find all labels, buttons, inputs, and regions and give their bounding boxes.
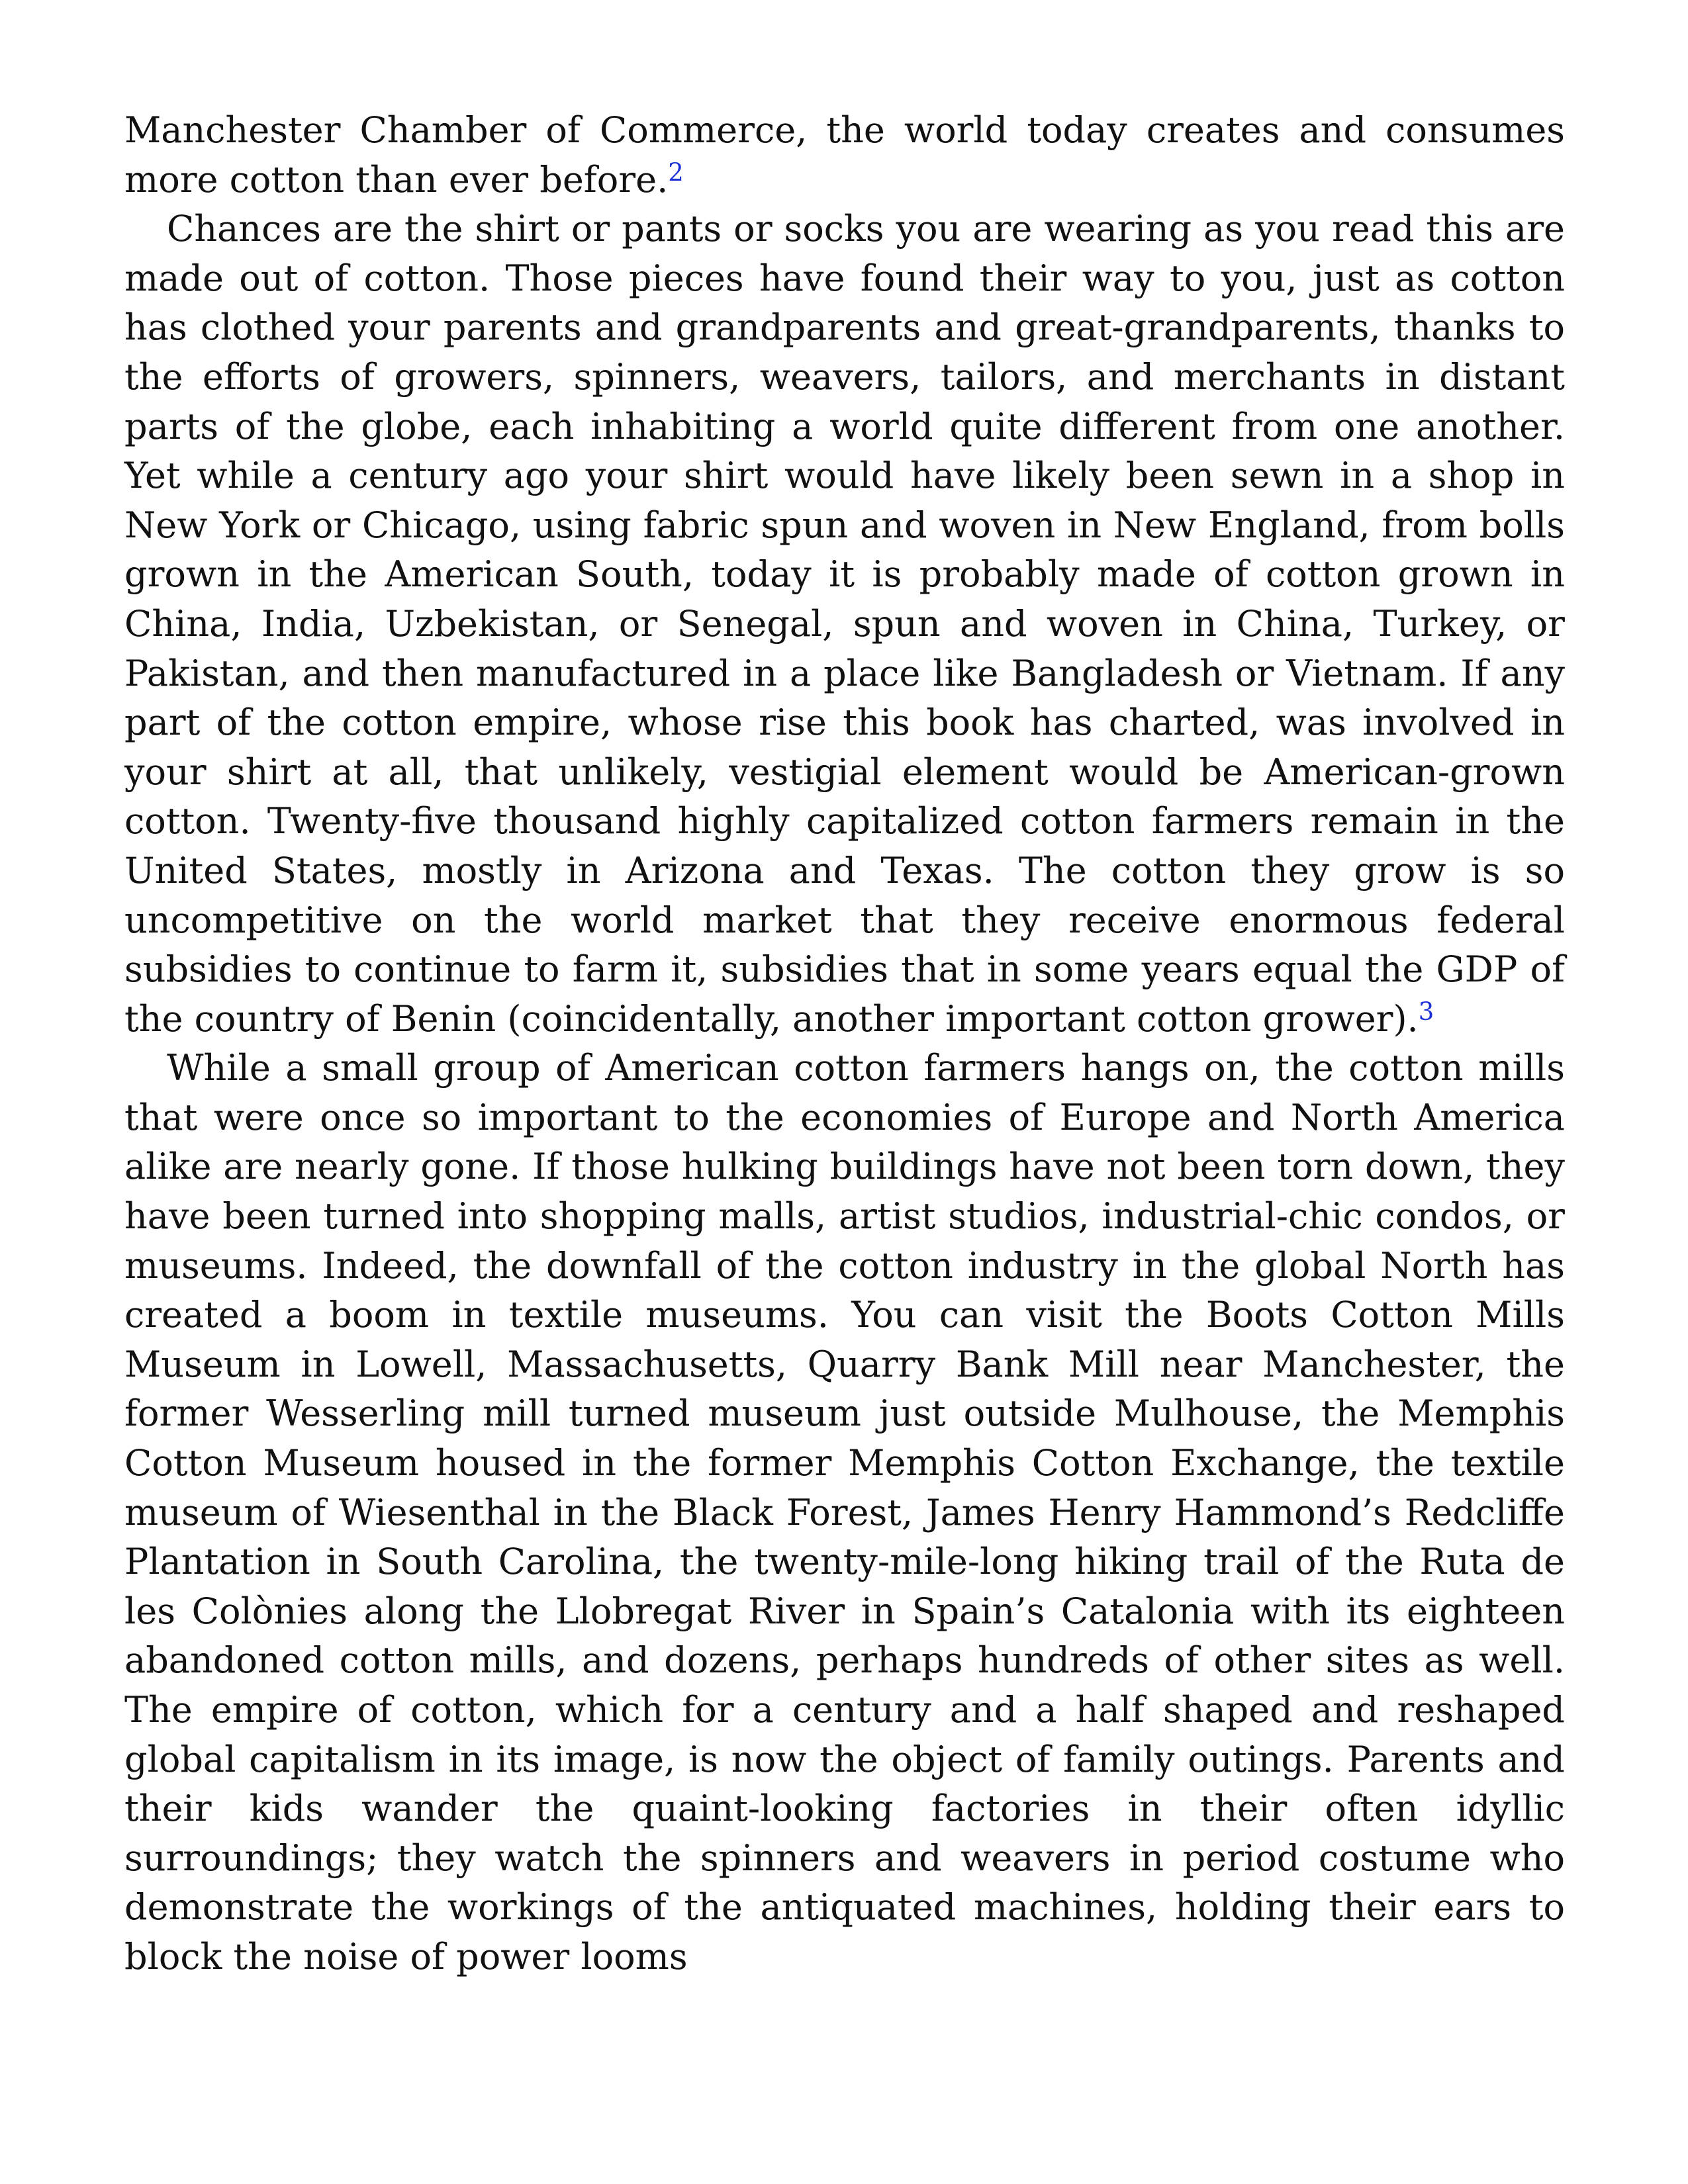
page-body [124, 106, 1565, 1982]
paragraph-1 [124, 106, 1565, 205]
paragraph-1-text: Manchester Chamber of Commerce, the world today creates and consumes more cotton than ever before. [124, 109, 1565, 201]
paragraph-3 [124, 1044, 1565, 1981]
paragraph-2-text: Chances are the shirt or pants or socks you are wearing as you read this are made out of cotton. Those pieces have found their way to you, just as cotton has clothed your parents and grandparents and great-grandparents, thanks to the efforts of growers, spinners, weavers, tailors, and merchants in distant parts of the globe, each inhabiting a world quite different from one another. Yet while a century ago your shirt would have likely been sewn in a shop in New York or Chicago, using fabric spun and woven in New England, from bolls grown in the American South, today it is probably made of cotton grown in China, India, Uzbekistan, or Senegal, spun and woven in China, Turkey, or Pakistan, and then manufactured in a place like Bangladesh or Vietnam. If any part of the cotton empire, whose rise this book has charted, was involved in your shirt at all, that unlikely, vestigial element would be American-grown cotton. Twenty-five thousand highly capitalized cotton farmers remain in the United States, mostly in Arizona and Texas. The cotton they grow is so uncompetitive on the world market that they receive enormous federal subsidies to continue to farm it, subsidies that in some years equal the GDP of the country of Benin (coincidentally, another important cotton grower). [124, 208, 1565, 1040]
paragraph-3-text: While a small group of American cotton farmers hangs on, the cotton mills that were once so important to the economies of Europe and North America alike are nearly gone. If those hulking buildings have not been torn down, they have been turned into shopping malls, artist studios, industrial-chic condos, or museums. Indeed, the downfall of the cotton industry in the global North has created a boom in textile museums. You can visit the Boots Cotton Mills Museum in Lowell, Massachusetts, Quarry Bank Mill near Manchester, the former Wesserling mill turned museum just outside Mulhouse, the Memphis Cotton Museum housed in the former Memphis Cotton Exchange, the textile museum of Wiesenthal in the Black Forest, James Henry Hammond’s Redcliffe Plantation in South Carolina, the twenty-mile-long hiking trail of the Ruta de les Colònies along the Llobregat River in Spain’s Catalonia with its eighteen abandoned cotton mills, and dozens, perhaps hundreds of other sites as well. The empire of cotton, which for a century and a half shaped and reshaped global capitalism in its image, is now the object of family outings. Parents and their kids wander the quaint-looking factories in their often idyllic surroundings; they watch the spinners and weavers in period costume who demonstrate the workings of the antiquated machines, holding their ears to block the noise of power looms [124, 1047, 1565, 1978]
paragraph-2 [124, 205, 1565, 1044]
footnote-ref-2[interactable]: 2 [668, 158, 684, 187]
footnote-ref-3[interactable]: 3 [1418, 997, 1434, 1026]
